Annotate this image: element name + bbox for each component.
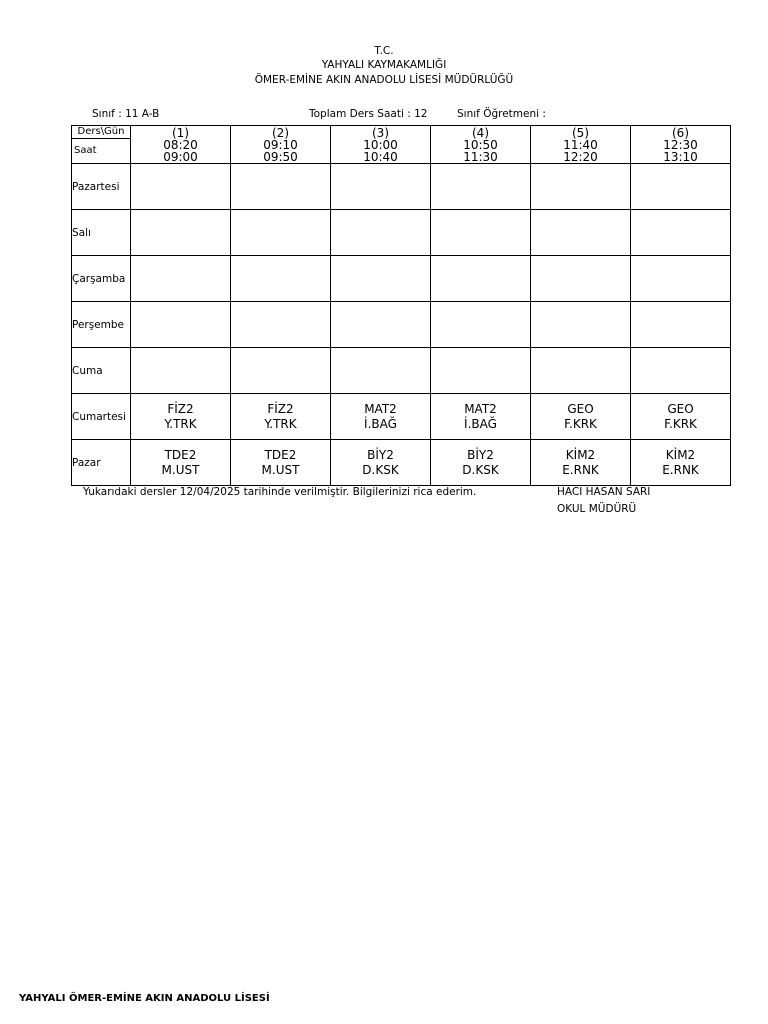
lesson-cell (131, 164, 231, 210)
slot-no: (6) (672, 125, 689, 140)
lesson-code: KİM2 (665, 447, 696, 462)
lesson-cell (331, 210, 431, 256)
slot-no: (2) (272, 125, 289, 140)
day-name: Perşembe (72, 302, 131, 348)
slot-header-6 (631, 126, 731, 164)
header-school: ÖMER-EMİNE AKIN ANADOLU LİSESİ MÜDÜRLÜĞÜ (254, 74, 514, 86)
slot-start: 09:10 (263, 137, 298, 152)
slot-start: 12:30 (663, 137, 698, 152)
saat-label: Saat (74, 145, 97, 156)
teacher-code: Y.TRK (264, 416, 297, 431)
teacher-code: İ.BAĞ (464, 416, 497, 431)
lesson-cell (231, 302, 331, 348)
slot-no: (4) (472, 125, 489, 140)
lesson-cell (431, 302, 531, 348)
slot-header-5 (531, 126, 631, 164)
slot-end: 09:50 (263, 149, 298, 164)
slot-no: (1) (172, 125, 189, 140)
lesson-code: BİY2 (467, 447, 494, 462)
lesson-cell (131, 348, 231, 394)
lesson-cell (131, 210, 231, 256)
total-hours: Toplam Ders Saati : 12 (309, 108, 428, 120)
header-tc: T.C. (374, 45, 394, 57)
lesson-cell (531, 164, 631, 210)
lesson-cell (531, 394, 631, 440)
day-name: Pazartesi (72, 164, 131, 210)
slot-header-3 (331, 126, 431, 164)
lesson-cell (531, 348, 631, 394)
lesson-code: GEO (667, 401, 694, 416)
lesson-cell (631, 256, 731, 302)
day-name: Salı (72, 210, 131, 256)
lesson-code: MAT2 (364, 401, 397, 416)
lesson-cell (531, 256, 631, 302)
lesson-cell (531, 302, 631, 348)
lesson-code: FİZ2 (167, 401, 194, 416)
day-row (72, 440, 731, 486)
slot-end: 11:30 (463, 149, 498, 164)
slot-header-4 (431, 126, 531, 164)
lesson-cell (431, 210, 531, 256)
lesson-code: TDE2 (164, 447, 197, 462)
lesson-cell (231, 440, 331, 486)
day-row (72, 348, 731, 394)
teacher-code: F.KRK (664, 416, 697, 431)
day-row (72, 394, 731, 440)
lesson-cell (631, 348, 731, 394)
slot-start: 11:40 (563, 137, 598, 152)
lesson-cell (331, 256, 431, 302)
ders-gun-label: Ders\Gün (72, 126, 130, 139)
slot-header-row (72, 126, 731, 164)
teacher-code: D.KSK (362, 462, 399, 477)
teacher-code: D.KSK (462, 462, 499, 477)
lesson-cell (431, 348, 531, 394)
slot-end: 13:10 (663, 149, 698, 164)
lesson-cell (131, 256, 231, 302)
day-row (72, 302, 731, 348)
lesson-cell (231, 164, 331, 210)
class-teacher: Sınıf Öğretmeni : (457, 108, 546, 120)
class-info: Sınıf : 11 A-B (92, 108, 160, 120)
lesson-cell (631, 210, 731, 256)
teacher-code: İ.BAĞ (364, 416, 397, 431)
slot-start: 10:50 (463, 137, 498, 152)
lesson-cell (231, 394, 331, 440)
slot-start: 08:20 (163, 137, 198, 152)
slot-no: (5) (572, 125, 589, 140)
lesson-cell (331, 440, 431, 486)
slot-header-1 (131, 126, 231, 164)
lesson-cell (631, 394, 731, 440)
day-name: Cuma (72, 348, 131, 394)
corner-cell (72, 126, 131, 164)
slot-end: 12:20 (563, 149, 598, 164)
teacher-code: F.KRK (564, 416, 597, 431)
header-kaymakamlik: YAHYALI KAYMAKAMLIĞI (321, 59, 447, 71)
slot-start: 10:00 (363, 137, 398, 152)
lesson-code: BİY2 (367, 447, 394, 462)
lesson-cell (331, 302, 431, 348)
lesson-cell (631, 440, 731, 486)
lesson-cell (331, 348, 431, 394)
lesson-cell (531, 210, 631, 256)
lesson-cell (131, 302, 231, 348)
slot-end: 10:40 (363, 149, 398, 164)
day-row (72, 210, 731, 256)
day-name: Çarşamba (72, 256, 131, 302)
principal-name: HACI HASAN SARI (557, 486, 651, 498)
lesson-cell (331, 164, 431, 210)
lesson-cell (431, 164, 531, 210)
slot-end: 09:00 (163, 149, 198, 164)
day-name: Pazar (72, 440, 131, 486)
lesson-code: TDE2 (264, 447, 297, 462)
principal-title: OKUL MÜDÜRÜ (557, 503, 637, 515)
teacher-code: M.UST (161, 462, 200, 477)
day-name: Cumartesi (72, 394, 131, 440)
lesson-code: GEO (567, 401, 594, 416)
teacher-code: E.RNK (562, 462, 599, 477)
lesson-cell (531, 440, 631, 486)
lesson-code: MAT2 (464, 401, 497, 416)
teacher-code: E.RNK (662, 462, 699, 477)
lesson-cell (231, 256, 331, 302)
page-footer: YAHYALI ÖMER-EMİNE AKIN ANADOLU LİSESİ (19, 993, 270, 1004)
lesson-cell (431, 256, 531, 302)
teacher-code: Y.TRK (164, 416, 197, 431)
footer-note: Yukarıdaki dersler 12/04/2025 tarihinde verilmiştir. Bilgilerinizi rica ederim. (83, 486, 477, 498)
lesson-cell (231, 348, 331, 394)
day-row (72, 164, 731, 210)
teacher-code: M.UST (261, 462, 300, 477)
lesson-cell (331, 394, 431, 440)
timetable (71, 125, 731, 486)
slot-header-2 (231, 126, 331, 164)
lesson-cell (431, 440, 531, 486)
lesson-cell (231, 210, 331, 256)
lesson-cell (131, 394, 231, 440)
lesson-cell (131, 440, 231, 486)
lesson-cell (431, 394, 531, 440)
lesson-code: FİZ2 (267, 401, 294, 416)
slot-no: (3) (372, 125, 389, 140)
lesson-cell (631, 164, 731, 210)
day-row (72, 256, 731, 302)
lesson-code: KİM2 (565, 447, 596, 462)
lesson-cell (631, 302, 731, 348)
